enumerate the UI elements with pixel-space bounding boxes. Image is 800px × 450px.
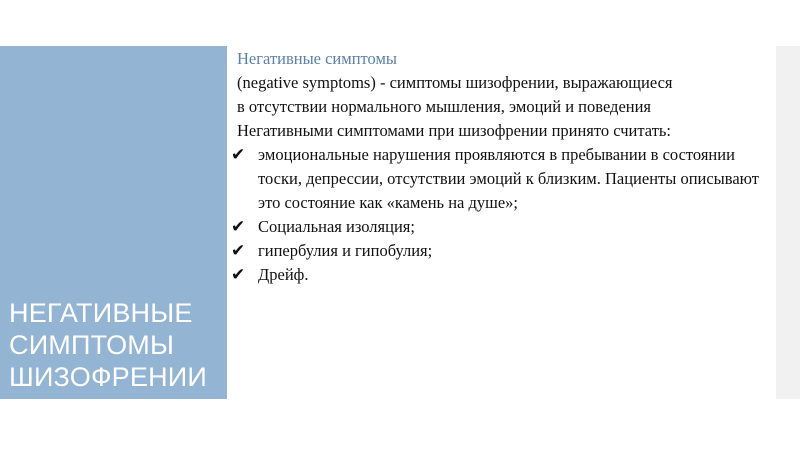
paragraph-line-2: в отсутствии нормального мышления, эмоций и поведения — [237, 97, 652, 116]
checkmark-icon: ✔ — [231, 241, 246, 261]
slide-title-line-2: СИМПТОМЫ — [9, 330, 175, 360]
title-panel — [0, 46, 227, 399]
list-item-text: эмоциональные нарушения проявляются в пребывании в состоянии тоски, депрессии, отсутствии эмоций к близким. Пациенты описывают это состояние как «камень на душе»; — [258, 145, 759, 212]
checkmark-icon: ✔ — [231, 145, 246, 165]
slide-title-line-3: ШИЗОФРЕНИИ — [9, 362, 208, 392]
list-item-text: гипербулия и гипобулия; — [258, 241, 433, 260]
checkmark-icon: ✔ — [231, 265, 246, 285]
list-item — [231, 215, 772, 239]
list-item-text: Дрейф. — [258, 265, 309, 284]
checkmark-icon: ✔ — [231, 217, 246, 237]
list-item-text: Социальная изоляция; — [258, 217, 415, 236]
content-heading: Негативные симптомы — [237, 49, 397, 68]
list-item — [231, 143, 772, 215]
slide-title-line-1: НЕГАТИВНЫЕ — [9, 298, 193, 328]
paragraph-line-3: Негативными симптомами при шизофрении принято считать: — [237, 121, 672, 140]
slide-title — [9, 297, 207, 393]
list-item — [231, 263, 772, 287]
paragraph-line-1: (negative symptoms) - симптомы шизофрении, выражающиеся — [237, 73, 673, 92]
right-edge-strip — [776, 46, 800, 399]
slide-content — [231, 47, 772, 287]
list-item — [231, 239, 772, 263]
symptom-list — [231, 143, 772, 287]
